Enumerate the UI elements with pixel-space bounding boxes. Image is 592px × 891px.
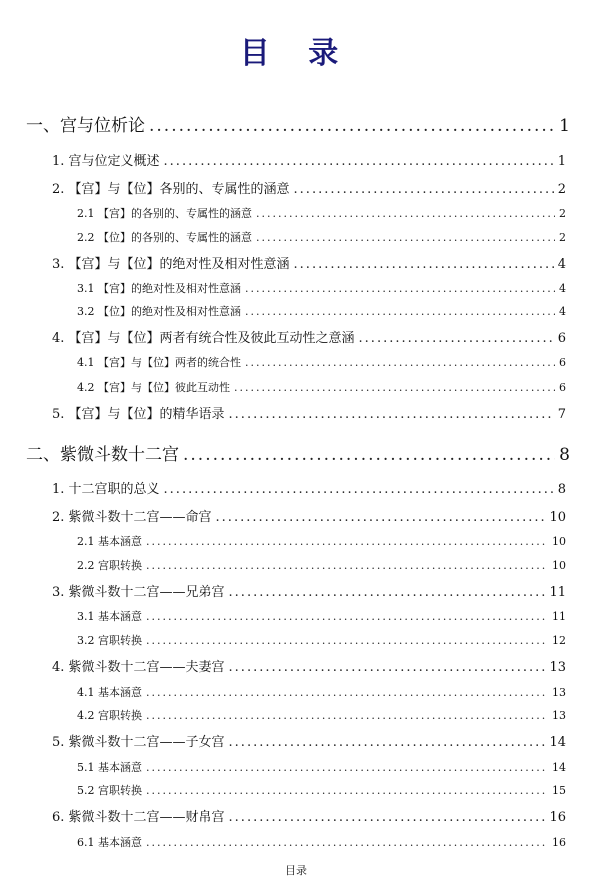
toc-entry-level3[interactable] [77,205,566,221]
toc-entry-level3[interactable] [77,632,566,648]
toc-entry-title: 4.2 宫职转换 [77,709,142,722]
toc-entry-title: 2. 紫微斗数十二宫——命宫 [52,510,212,525]
toc-page-number: 2 [559,207,566,220]
toc-entry-title: 一、宫与位析论 [26,116,145,136]
toc-entry-title: 3. 【宫】与【位】的绝对性及相对性意涵 [52,257,290,272]
toc-leader-dots [164,482,554,497]
toc-page-number: 7 [557,407,566,422]
toc-leader-dots [146,761,548,774]
toc-leader-dots [146,559,548,572]
toc-entry-level2[interactable] [52,253,566,272]
toc-page-number: 13 [552,709,566,722]
toc-page-number: 10 [552,535,566,548]
toc-entry-level1[interactable] [26,111,570,136]
toc-entry-level3[interactable] [77,354,566,370]
toc-leader-dots [146,709,548,722]
toc-leader-dots [294,182,554,197]
toc-entry-level3[interactable] [77,557,566,573]
toc-leader-dots [146,686,548,699]
toc-page-number: 14 [549,735,566,750]
toc-entry-title: 4.1 基本涵意 [77,686,142,699]
toc-page-number: 16 [552,836,566,849]
toc-page-number: 1 [557,154,566,169]
toc-entry-level3[interactable] [77,608,566,624]
toc-entry-title: 5.2 宫职转换 [77,784,142,797]
toc-leader-dots [245,305,555,318]
toc-leader-dots [164,154,554,169]
toc-entry-title: 5. 紫微斗数十二宫——子女宫 [52,735,225,750]
toc-leader-dots [359,331,554,346]
toc-page-number: 12 [552,634,566,647]
toc-entry-level3[interactable] [77,379,566,395]
toc-leader-dots [216,510,546,525]
toc-entry-title: 6.1 基本涵意 [77,836,142,849]
toc-leader-dots [183,445,555,465]
toc-page-number: 4 [557,257,566,272]
toc-leader-dots [146,634,548,647]
toc-entry-title: 2.1 基本涵意 [77,535,142,548]
toc-page-number: 6 [559,381,566,394]
toc-entry-level3[interactable] [77,280,566,296]
toc-leader-dots [234,381,555,394]
toc-page-number: 11 [552,610,566,623]
toc-page-number: 8 [559,445,570,465]
toc-entry-level2[interactable] [52,731,566,750]
toc-page-number: 1 [559,116,570,136]
toc-entry-level2[interactable] [52,656,566,675]
toc-entry-level3[interactable] [77,707,566,723]
toc-leader-dots [146,535,548,548]
toc-entry-level2[interactable] [52,178,566,197]
toc-page-number: 13 [549,660,566,675]
toc-page-number: 4 [559,282,566,295]
toc-page-number: 14 [552,761,566,774]
toc-page-number: 8 [557,482,566,497]
toc-leader-dots [245,282,555,295]
toc-leader-dots [256,207,555,220]
toc-leader-dots [146,836,548,849]
page-title: 目 录 [239,36,353,71]
toc-page-number: 16 [549,810,566,825]
toc-leader-dots [229,407,554,422]
toc-leader-dots [245,356,555,369]
toc-entry-level3[interactable] [77,759,566,775]
toc-entry-title: 3.1 基本涵意 [77,610,142,623]
toc-page-number: 2 [557,182,566,197]
toc-page-number: 15 [552,784,566,797]
toc-page-number: 10 [549,510,566,525]
toc-entry-title: 3. 紫微斗数十二宫——兄弟宫 [52,585,225,600]
toc-leader-dots [229,585,546,600]
toc-entry-level2[interactable] [52,403,566,422]
toc-page-number: 6 [559,356,566,369]
toc-leader-dots [146,610,548,623]
page-footer: 目录 [285,864,307,877]
toc-entry-title: 1. 十二宫职的总义 [52,482,160,497]
toc-page-number: 11 [549,585,566,600]
toc-page-number: 6 [557,331,566,346]
toc-entry-title: 3.2 【位】的绝对性及相对性意涵 [77,305,241,318]
toc-entry-title: 6. 紫微斗数十二宫——财帛宫 [52,810,225,825]
toc-leader-dots [146,784,548,797]
toc-entry-title: 2.1 【宫】的各别的、专属性的涵意 [77,207,252,220]
toc-entry-title: 3.1 【宫】的绝对性及相对性意涵 [77,282,241,295]
toc-entry-title: 5.1 基本涵意 [77,761,142,774]
toc-entry-level2[interactable] [52,327,566,346]
toc-entry-level1[interactable] [26,440,570,465]
toc-leader-dots [229,735,546,750]
toc-entry-level3[interactable] [77,782,566,798]
toc-entry-title: 4. 【宫】与【位】两者有统合性及彼此互动性之意涵 [52,331,355,346]
toc-entry-title: 2. 【宫】与【位】各别的、专属性的涵意 [52,182,290,197]
toc-entry-level2[interactable] [52,581,566,600]
toc-page-number: 10 [552,559,566,572]
toc-entry-level3[interactable] [77,834,566,850]
toc-leader-dots [149,116,555,136]
toc-entry-title: 4.2 【宫】与【位】彼此互动性 [77,381,230,394]
toc-page-number: 13 [552,686,566,699]
toc-leader-dots [256,231,555,244]
toc-entry-title: 3.2 宫职转换 [77,634,142,647]
toc-leader-dots [229,810,546,825]
toc-entry-level3[interactable] [77,533,566,549]
toc-page-number: 4 [559,305,566,318]
toc-entry-title: 1. 宫与位定义概述 [52,154,160,169]
toc-entry-level3[interactable] [77,303,566,319]
toc-entry-level3[interactable] [77,229,566,245]
toc-entry-title: 4. 紫微斗数十二宫——夫妻宫 [52,660,225,675]
toc-entry-level2[interactable] [52,506,566,525]
toc-entry-title: 2.2 【位】的各别的、专属性的涵意 [77,231,252,244]
toc-entry-title: 5. 【宫】与【位】的精华语录 [52,407,225,422]
toc-entry-level3[interactable] [77,684,566,700]
toc-entry-title: 2.2 宫职转换 [77,559,142,572]
toc-leader-dots [294,257,554,272]
toc-entry-title: 4.1 【宫】与【位】两者的统合性 [77,356,241,369]
toc-entry-level2[interactable] [52,478,566,497]
toc-page-number: 2 [559,231,566,244]
toc-entry-level2[interactable] [52,806,566,825]
toc-entry-level2[interactable] [52,150,566,169]
toc-leader-dots [229,660,546,675]
toc-entry-title: 二、紫微斗数十二宫 [26,445,179,465]
